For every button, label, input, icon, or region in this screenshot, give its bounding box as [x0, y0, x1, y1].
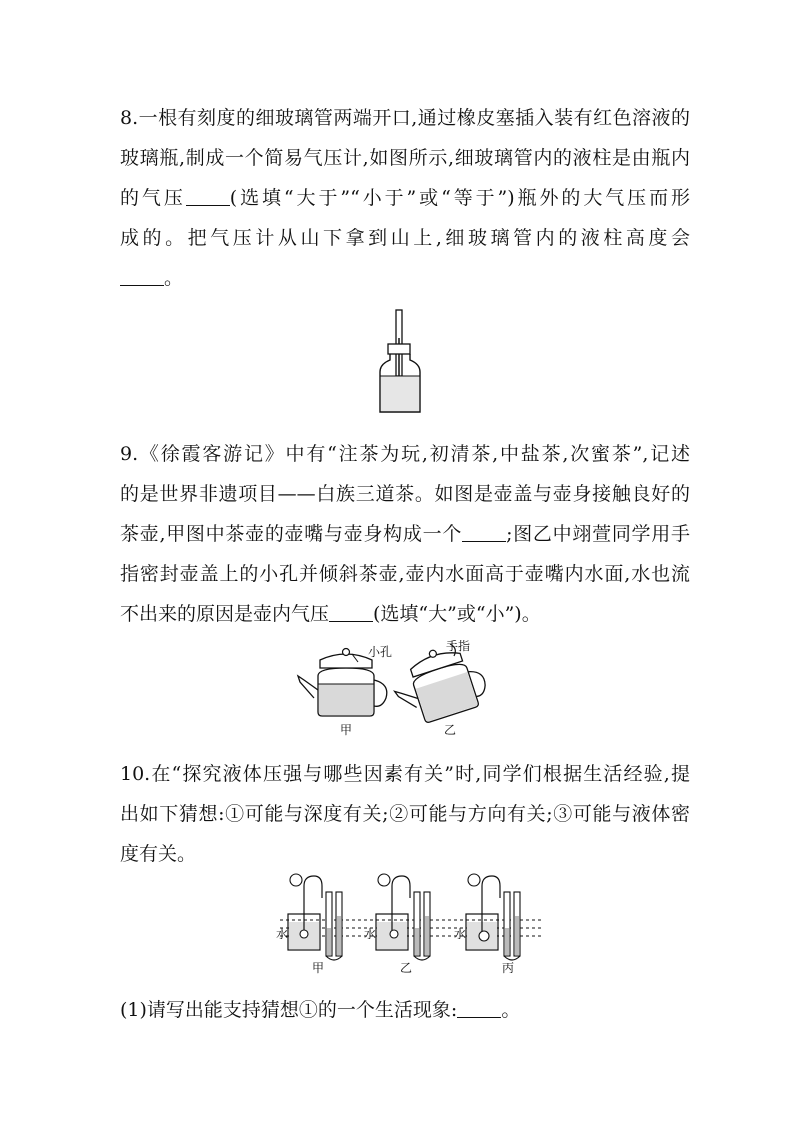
q10-text: (1)请写出能支持猜想①的一个生活现象: — [120, 999, 458, 1021]
barometer-figure — [370, 308, 440, 416]
q10-sub1-line — [120, 990, 690, 1030]
label-hole: 小孔 — [368, 645, 393, 659]
red-solution — [381, 376, 419, 411]
label-jia: 甲 — [312, 961, 325, 975]
label-water: 水 — [276, 927, 289, 941]
q8-text: (选填“大于”“小于”或“等于”)瓶外的大气压而形 — [229, 187, 690, 209]
q8-line: 8.一根有刻度的细玻璃管两端开口,通过橡皮塞插入装有红色溶液的 — [120, 107, 690, 129]
question-9 — [120, 434, 690, 634]
q9-line: 9.《徐霞客游记》中有“注茶为玩,初清茶,中盐茶,次蜜茶”,记述 — [120, 443, 690, 465]
q10-text: 。 — [501, 999, 521, 1021]
lid-knob — [343, 649, 350, 656]
q10-line: 10.在“探究液体压强与哪些因素有关”时,同学们根据生活经验,提 — [120, 763, 690, 785]
question-10-sub1 — [120, 990, 690, 1030]
manometer-figure — [270, 868, 550, 976]
q9-text: (选填“大”或“小”)。 — [373, 603, 541, 625]
label-yi: 乙 — [400, 961, 413, 975]
q9-text: 茶壶,甲图中茶壶的壶嘴与壶身构成一个 — [120, 523, 463, 545]
setup-yi — [364, 874, 430, 975]
q10-line: 出如下猜想:①可能与深度有关;②可能与方向有关;③可能与液体密 — [120, 803, 690, 825]
q8-line — [120, 258, 690, 298]
q8-line: 玻璃瓶,制成一个简易气压计,如图所示,细玻璃管内的液柱是由瓶内 — [120, 147, 690, 169]
answer-blank[interactable] — [120, 267, 164, 286]
question-10 — [120, 754, 690, 874]
label-yi: 乙 — [444, 723, 457, 737]
q10-line: 度有关。 — [120, 843, 197, 865]
label-water: 水 — [364, 927, 377, 941]
q9-line — [120, 514, 690, 554]
handle — [374, 680, 387, 706]
q8-text: 。 — [164, 267, 184, 289]
q8-text: 的气压 — [120, 187, 186, 209]
rubber-stopper — [388, 344, 410, 354]
q9-line — [120, 594, 690, 634]
teapot-yi — [386, 640, 491, 729]
setup-jia — [276, 874, 342, 975]
answer-blank[interactable] — [186, 187, 230, 206]
q9-line: 的是世界非遗项目——白族三道茶。如图是壶盖与壶身接触良好的 — [120, 483, 690, 505]
answer-blank[interactable] — [457, 999, 501, 1018]
question-8 — [120, 98, 690, 298]
teapot-figure — [290, 640, 530, 740]
teapot-jia — [298, 644, 392, 737]
answer-blank[interactable] — [329, 603, 373, 622]
setup-bing — [454, 874, 520, 975]
hand — [290, 874, 302, 886]
q8-line — [120, 178, 690, 218]
spout — [298, 676, 318, 698]
q9-line: 指密封壶盖上的小孔并倾斜茶壶,壶内水面高于壶嘴内水面,水也流 — [120, 563, 690, 585]
probe — [300, 930, 308, 938]
label-jia: 甲 — [340, 723, 353, 737]
label-bing: 丙 — [502, 961, 515, 975]
q8-line: 成的。把气压计从山下拿到山上,细玻璃管内的液柱高度会 — [120, 227, 690, 249]
answer-blank[interactable] — [462, 523, 506, 542]
label-water: 水 — [454, 927, 467, 941]
q9-text: 不出来的原因是壶内气压 — [120, 603, 330, 625]
q9-text: ;图乙中翊萱同学用手 — [506, 523, 690, 545]
label-finger: 手指 — [446, 640, 471, 653]
